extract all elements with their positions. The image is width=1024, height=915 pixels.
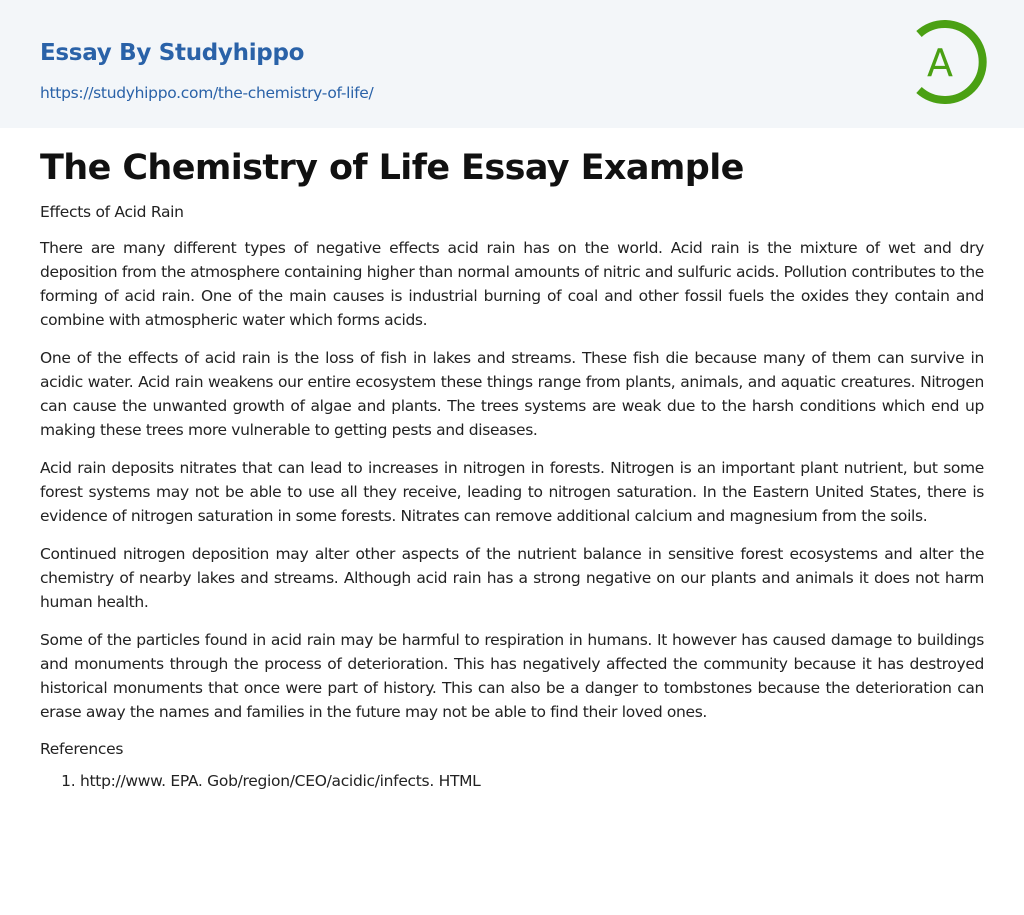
studyhippo-logo-icon: [905, 20, 987, 104]
source-url-link[interactable]: https://studyhippo.com/the-chemistry-of-life/: [40, 84, 374, 102]
svg-text:A: A: [927, 41, 953, 85]
essay-subtitle: Effects of Acid Rain: [40, 203, 184, 221]
references-list: [40, 772, 984, 790]
page-title: The Chemistry of Life Essay Example: [40, 148, 744, 188]
site-header: [0, 0, 1024, 128]
reference-item: 1. http://www. EPA. Gob/region/CEO/acidic/infects. HTML: [80, 772, 984, 790]
brand-title: Essay By Studyhippo: [40, 40, 305, 66]
paragraph: Acid rain deposits nitrates that can lead to increases in nitrogen in forests. Nitrogen is an important plant nutrient, but some forest systems may not be able to use all they receive, leading to nitrogen saturation. In the Eastern United States, there is evidence of nitrogen saturation in some forests. Nitrates can remove additional calcium and magnesium from the soils.: [40, 459, 984, 525]
paragraph: There are many different types of negative effects acid rain has on the world. Acid rain is the mixture of wet and dry deposition from the atmosphere containing higher than normal amounts of nitric and sulfuric acids. Pollution contributes to the forming of acid rain. One of the main causes is industrial burning of coal and other fossil fuels the oxides they contain and combine with atmospheric water which forms acids.: [40, 239, 984, 329]
references-heading: References: [40, 740, 124, 758]
paragraph: Some of the particles found in acid rain may be harmful to respiration in humans. It however has caused damage to buildings and monuments through the process of deterioration. This has negatively affected the community because it has destroyed historical monuments that once were part of history. This can also be a danger to tombstones because the deterioration can erase away the names and families in the future may not be able to find their loved ones.: [40, 631, 984, 721]
paragraph: Continued nitrogen deposition may alter other aspects of the nutrient balance in sensitive forest ecosystems and alter the chemistry of nearby lakes and streams. Although acid rain has a strong negative on our plants and animals it does not harm human health.: [40, 545, 984, 611]
paragraph: One of the effects of acid rain is the loss of fish in lakes and streams. These fish die because many of them can survive in acidic water. Acid rain weakens our entire ecosystem these things range from plants, animals, and aquatic creatures. Nitrogen can cause the unwanted growth of algae and plants. The trees systems are weak due to the harsh conditions which end up making these trees more vulnerable to getting pests and diseases.: [40, 349, 984, 439]
